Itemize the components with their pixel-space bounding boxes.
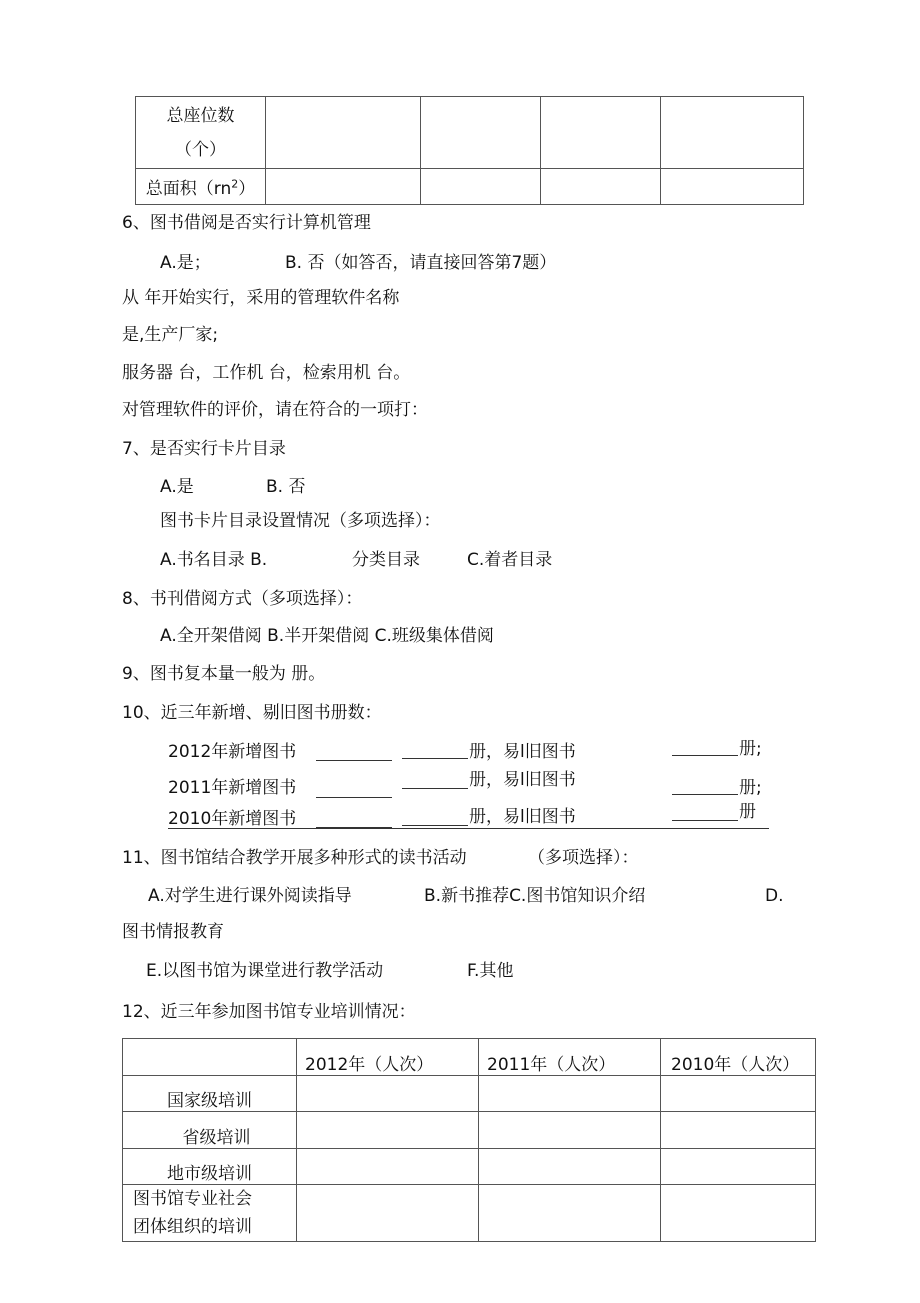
table-cell[interactable] xyxy=(297,1076,479,1112)
q10-row-2010-new-blank[interactable] xyxy=(316,813,392,828)
seat-area-table xyxy=(135,96,804,205)
table-cell[interactable] xyxy=(297,1112,479,1149)
total-area-text: 总面积（rn xyxy=(145,179,232,199)
total-seats-label xyxy=(136,97,266,169)
header-2012: 2012年（人次） xyxy=(297,1039,479,1076)
table-cell[interactable] xyxy=(661,169,804,205)
q10-row-2012-mid: 册，易l旧图书 xyxy=(469,742,576,762)
table-cell[interactable] xyxy=(661,1185,816,1242)
q6-line-machines: 服务器 台，工作机 台，检索用机 台。 xyxy=(122,363,411,383)
header-2010: 2010年（人次） xyxy=(661,1039,816,1076)
row-label-municipal: 地市级培训 xyxy=(123,1149,297,1185)
table-cell[interactable] xyxy=(479,1185,661,1242)
q10-row-2012-new-blank[interactable] xyxy=(316,746,392,761)
q12-title: 12、近三年参加图书馆专业培训情况： xyxy=(122,1002,416,1022)
table-cell[interactable] xyxy=(297,1149,479,1185)
q6-option-a[interactable]: A.是； xyxy=(160,253,211,273)
q7-sub-option-c[interactable]: C.着者目录 xyxy=(467,550,553,570)
q10-row-2010-end: 册 xyxy=(739,802,756,822)
q11-option-d[interactable]: D. xyxy=(765,886,784,906)
q10-row-2011-end: 册; xyxy=(739,778,762,798)
table-cell[interactable] xyxy=(479,1112,661,1149)
q8-title: 8、书刊借阅方式（多项选择）： xyxy=(122,589,363,609)
table-cell[interactable] xyxy=(421,169,541,205)
q10-row-2012-label: 2012年新增图书 xyxy=(168,742,297,762)
q11-option-f[interactable]: F.其他 xyxy=(467,961,514,981)
q10-row-2010-weed-blank[interactable] xyxy=(402,811,468,826)
q6-line-start-year: 从 年开始实行，采用的管理软件名称 xyxy=(122,288,400,308)
q10-row-2011-label: 2011年新增图书 xyxy=(168,778,297,798)
table-cell[interactable] xyxy=(266,97,421,169)
row-label-society xyxy=(123,1185,297,1242)
q10-row-2010-end-blank[interactable] xyxy=(672,806,738,821)
table-cell[interactable] xyxy=(661,1112,816,1149)
q9-title: 9、图书复本量一般为 册。 xyxy=(122,664,326,684)
q10-bottom-rule xyxy=(168,828,769,829)
table-cell[interactable] xyxy=(479,1149,661,1185)
total-area-text-end: ） xyxy=(238,179,256,199)
q11-option-e[interactable]: E.以图书馆为课堂进行教学活动 xyxy=(146,961,384,981)
q6-title: 6、图书借阅是否实行计算机管理 xyxy=(122,213,371,233)
q8-options[interactable]: A.全开架借阅 B.半开架借阅 C.班级集体借阅 xyxy=(160,626,494,646)
row-label-society-line1: 图书馆专业社会 xyxy=(133,1189,252,1209)
area-unit-superscript: 2 xyxy=(231,177,239,191)
q10-row-2010-mid: 册，易l旧图书 xyxy=(469,807,576,827)
q7-sub-option-a[interactable]: A.书名目录 B. xyxy=(160,550,268,570)
table-cell[interactable] xyxy=(266,169,421,205)
training-table xyxy=(122,1038,816,1242)
row-label-national: 国家级培训 xyxy=(123,1076,297,1112)
total-seats-text: 总座位数 xyxy=(166,105,235,126)
header-2011: 2011年（人次） xyxy=(479,1039,661,1076)
row-label-provincial: 省级培训 xyxy=(123,1112,297,1149)
q6-line-vendor: 是,生产厂家; xyxy=(122,325,219,345)
q10-row-2011-mid: 册，易l旧图书 xyxy=(469,770,576,790)
q10-title: 10、近三年新增、剔旧图书册数： xyxy=(122,703,382,723)
q6-line-evaluation: 对管理软件的评价，请在符合的一项打： xyxy=(122,400,428,420)
total-area-label xyxy=(136,169,266,205)
table-cell[interactable] xyxy=(421,97,541,169)
table-cell[interactable] xyxy=(541,169,661,205)
q11-option-a[interactable]: A.对学生进行课外阅读指导 xyxy=(148,886,352,906)
q10-row-2010-label: 2010年新增图书 xyxy=(168,809,297,829)
q6-option-b[interactable]: B. 否（如答否，请直接回答第7题） xyxy=(285,253,557,273)
q7-option-a[interactable]: A.是 xyxy=(160,477,194,497)
q10-row-2012-end: 册; xyxy=(739,739,762,759)
q7-sub-option-b[interactable]: 分类目录 xyxy=(352,550,420,570)
q7-subquestion: 图书卡片目录设置情况（多项选择）： xyxy=(160,511,441,531)
q11-title-note: （多项选择）： xyxy=(528,848,639,868)
q11-title: 11、图书馆结合教学开展多种形式的读书活动 xyxy=(122,848,467,868)
q11-option-d-cont[interactable]: 图书情报教育 xyxy=(122,922,224,942)
table-cell[interactable] xyxy=(479,1076,661,1112)
q10-row-2011-new-blank[interactable] xyxy=(316,783,392,798)
table-cell[interactable] xyxy=(297,1185,479,1242)
q11-option-bc[interactable]: B.新书推荐C.图书馆知识介绍 xyxy=(424,886,646,906)
table-cell[interactable] xyxy=(661,1149,816,1185)
table-cell[interactable] xyxy=(541,97,661,169)
header-cell-empty xyxy=(123,1039,297,1076)
q10-row-2011-end-blank[interactable] xyxy=(672,780,738,795)
q10-row-2012-end-blank[interactable] xyxy=(672,741,738,756)
table-cell[interactable] xyxy=(661,1076,816,1112)
table-cell[interactable] xyxy=(661,97,804,169)
q10-row-2011-weed-blank[interactable] xyxy=(402,774,468,789)
q7-option-b[interactable]: B. 否 xyxy=(266,477,306,497)
total-seats-unit: （个） xyxy=(175,139,226,160)
row-label-society-line2: 团体组织的培训 xyxy=(133,1217,252,1237)
q10-row-2012-weed-blank[interactable] xyxy=(402,744,468,759)
q7-title: 7、是否实行卡片目录 xyxy=(122,439,286,459)
